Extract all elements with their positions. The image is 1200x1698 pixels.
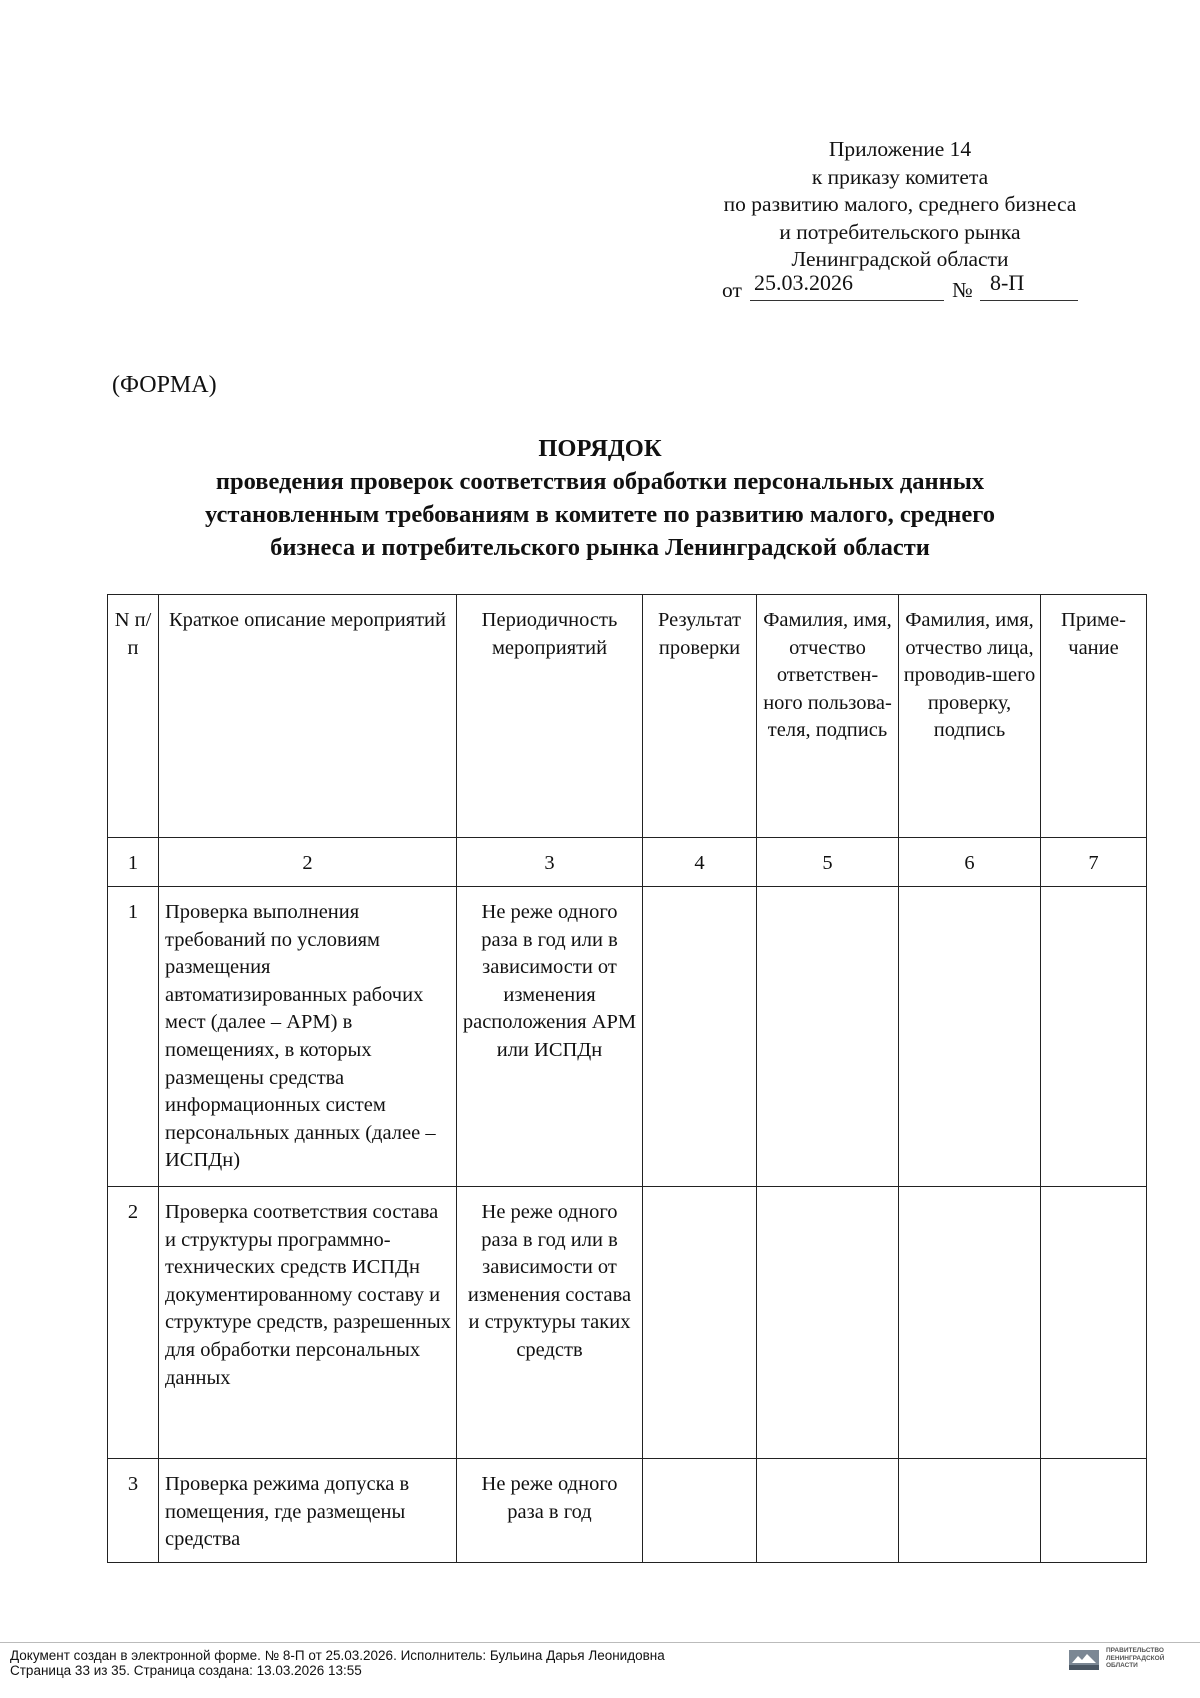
appendix-line: Ленинградской области [791, 247, 1009, 272]
column-number: 5 [757, 838, 899, 887]
row-result-cell [643, 1187, 757, 1459]
appendix-line: и потребительского рынка [779, 219, 1021, 244]
title-line: установленным требованиям в комитете по развитию малого, среднего [204, 501, 996, 528]
row-inspector-cell [899, 887, 1041, 1187]
row-note-cell [1041, 1187, 1147, 1459]
column-number: 6 [899, 838, 1041, 887]
appendix-line: Приложение 14 [828, 137, 972, 161]
document-footer [10, 1648, 665, 1678]
header-cell: Краткое описание мероприятий [159, 595, 457, 838]
row-note-cell [1041, 1459, 1147, 1563]
footer-line: Страница 33 из 35. Страница создана: 13.03.2026 13:55 [10, 1663, 362, 1678]
row-inspector-cell [899, 1459, 1041, 1563]
title-heading: ПОРЯДОК [538, 435, 662, 462]
row-description: Проверка выполнения требований по условиям размещения автоматизированных рабочих мест (далее – АРМ) в помещениях, в которых размещены средства информационных систем персональных данных (далее – ИСПДн) [159, 887, 457, 1187]
row-description: Проверка режима допуска в помещения, где размещены средства [159, 1459, 457, 1563]
header-cell: N п/п [108, 595, 159, 838]
row-number: 3 [108, 1459, 159, 1563]
row-responsible-cell [757, 887, 899, 1187]
footer-divider [0, 1642, 1200, 1643]
row-number: 2 [108, 1187, 159, 1459]
row-result-cell [643, 1459, 757, 1563]
column-number-row [108, 838, 1147, 887]
column-number: 1 [108, 838, 159, 887]
row-periodicity: Не реже одного раза в год или в зависимости от изменения расположения АРМ или ИСПДн [457, 887, 643, 1187]
appendix-block [690, 136, 1110, 274]
appendix-line: по развитию малого, среднего бизнеса [723, 192, 1077, 217]
table-row [108, 887, 1147, 1187]
row-note-cell [1041, 887, 1147, 1187]
date-prefix: от [722, 278, 742, 302]
table-row [108, 1187, 1147, 1459]
checks-table [107, 594, 1147, 1563]
header-cell: Приме-чание [1041, 595, 1147, 838]
order-number: 8-П [980, 272, 1078, 301]
column-number: 7 [1041, 838, 1147, 887]
row-result-cell [643, 887, 757, 1187]
column-number: 4 [643, 838, 757, 887]
title-line: бизнеса и потребительского рынка Ленинградской области [270, 534, 930, 561]
header-cell: Фамилия, имя, отчество ответствен-ного пользова-теля, подпись [757, 595, 899, 838]
row-number: 1 [108, 887, 159, 1187]
row-responsible-cell [757, 1459, 899, 1563]
row-periodicity: Не реже одного раза в год или в зависимости от изменения состава и структуры таких средств [457, 1187, 643, 1459]
title-line: проведения проверок соответствия обработки персональных данных [215, 468, 985, 495]
row-inspector-cell [899, 1187, 1041, 1459]
footer-line: Документ создан в электронной форме. № 8-П от 25.03.2026. Исполнитель: Бульина Дарья Леонидовна [10, 1648, 665, 1663]
header-cell: Результат проверки [643, 595, 757, 838]
order-date: 25.03.2026 [750, 272, 944, 301]
table-header-row [108, 595, 1147, 838]
column-number: 3 [457, 838, 643, 887]
form-label: (ФОРМА) [112, 372, 217, 398]
column-number: 2 [159, 838, 457, 887]
coat-of-arms-icon [1068, 1648, 1100, 1674]
header-cell: Фамилия, имя, отчество лица, проводив-шего проверку, подпись [899, 595, 1041, 838]
logo-caption: ПРАВИТЕЛЬСТВО ЛЕНИНГРАДСКОЙ ОБЛАСТИ [1106, 1647, 1165, 1669]
row-responsible-cell [757, 1187, 899, 1459]
header-cell: Периодичность мероприятий [457, 595, 643, 838]
number-prefix: № [952, 278, 973, 302]
document-title [100, 432, 1100, 564]
table-row [108, 1459, 1147, 1563]
appendix-line: к приказу комитета [811, 164, 989, 189]
row-description: Проверка соответствия состава и структуры программно-технических средств ИСПДн документированному составу и структуре средств, разрешенных для обработки персональных данных [159, 1187, 457, 1459]
row-periodicity: Не реже одного раза в год [457, 1459, 643, 1563]
